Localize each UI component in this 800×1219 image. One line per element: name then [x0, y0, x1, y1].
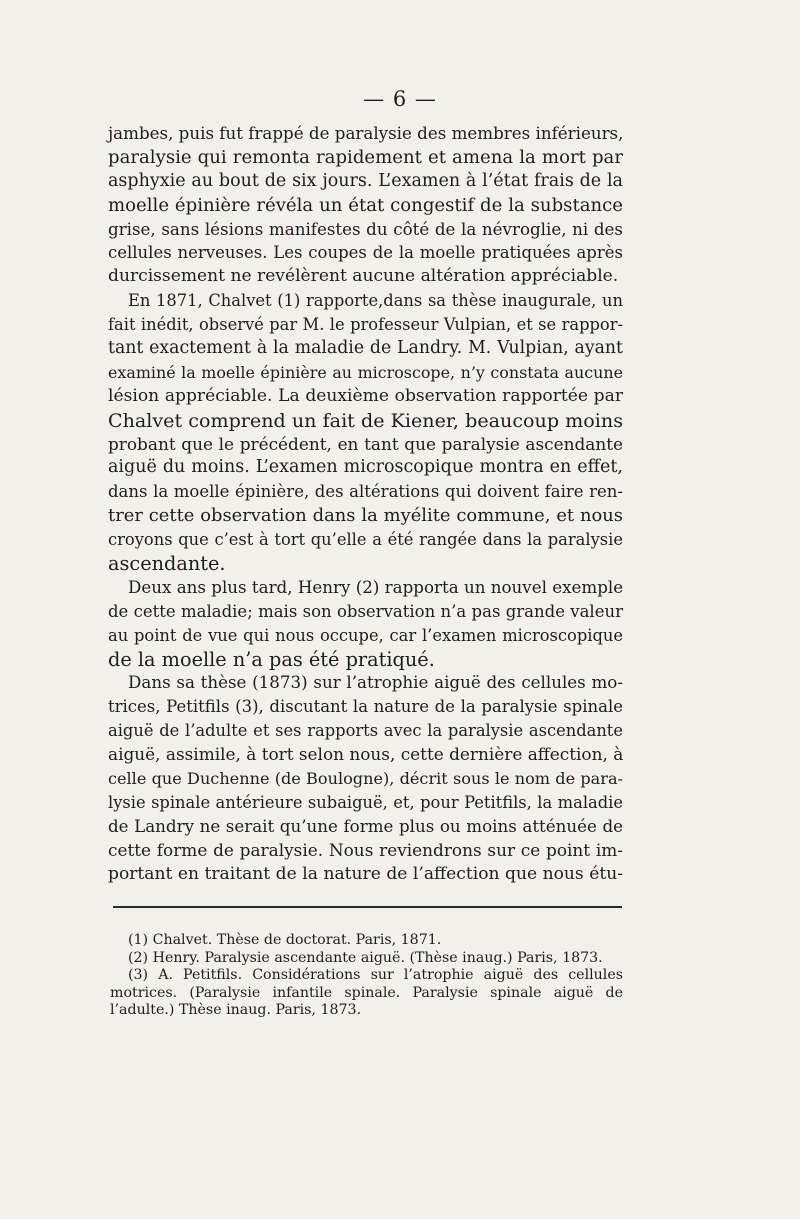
- text-line: aiguë, assimile, à tort selon nous, cette dernière affection, à: [108, 744, 624, 765]
- text-line: durcissement ne revélèrent aucune altération appréciable.: [108, 266, 619, 287]
- text-line: aiguë de l’adulte et ses rapports avec la paralysie ascendante: [108, 721, 623, 741]
- text-line: de Landry ne serait qu’une forme plus ou moins atténuée de: [108, 815, 623, 836]
- text-line: lysie spinale antérieure subaiguë, et, pour Petitfils, la maladie: [108, 792, 623, 812]
- text-line: probant que le précédent, en tant que paralysie ascendante: [108, 433, 623, 454]
- footnote-line: l’adulte.) Thèse inaug. Paris, 1873.: [110, 1002, 362, 1018]
- text-line: croyons que c’est à tort qu’elle a été rangée dans la paralysie: [108, 530, 623, 550]
- text-line: fait inédit, observé par M. le professeur Vulpian, et se rappor-: [108, 315, 623, 335]
- page-number: — 6 —: [363, 87, 437, 111]
- footnote-line: (1) Chalvet. Thèse de doctorat. Paris, 1871.: [128, 932, 442, 948]
- text-line: Dans sa thèse (1873) sur l’atrophie aiguë des cellules mo-: [128, 672, 623, 693]
- text-line: aiguë du moins. L’examen microscopique montra en effet,: [108, 457, 623, 478]
- text-line: Chalvet comprend un fait de Kiener, beaucoup moins: [108, 408, 623, 432]
- text-line: de la moelle n’a pas été pratiqué.: [108, 647, 435, 671]
- text-line: examiné la moelle épinière au microscope, n’y constata aucune: [108, 362, 623, 382]
- text-line: moelle épinière révéla un état congestif de la substance: [108, 194, 623, 216]
- footnote-divider: [113, 906, 622, 908]
- text-line: tant exactement à la maladie de Landry. M. Vulpian, ayant: [108, 338, 623, 359]
- text-line: Deux ans plus tard, Henry (2) rapporta un nouvel exemple: [128, 576, 624, 597]
- text-line: paralysie qui remonta rapidement et amena la mort par: [108, 146, 623, 168]
- text-line: En 1871, Chalvet (1) rapporte,dans sa thèse inaugurale, un: [128, 291, 623, 311]
- text-line: au point de vue qui nous occupe, car l’examen microscopique: [108, 625, 623, 645]
- text-line: grise, sans lésions manifestes du côté de la névroglie, ni des: [108, 218, 623, 239]
- text-line: dans la moelle épinière, des altérations qui doivent faire ren-: [108, 482, 623, 502]
- footnotes: [108, 932, 623, 1020]
- body-text: [108, 122, 623, 887]
- text-line: portant en traitant de la nature de l’affection que nous étu-: [108, 863, 623, 884]
- text-line: trices, Petitfils (3), discutant la nature de la paralysie spinale: [108, 697, 623, 717]
- text-line: trer cette observation dans la myélite commune, et nous: [108, 505, 623, 527]
- text-line: de cette maladie; mais son observation n’a pas grande valeur: [108, 601, 623, 621]
- text-line: ascendante.: [108, 552, 226, 576]
- text-line: celle que Duchenne (de Boulogne), décrit sous le nom de para-: [108, 769, 623, 789]
- text-line: cellules nerveuses. Les coupes de la moelle pratiquées après: [108, 243, 623, 263]
- footnote-line: motrices. (Paralysie infantile spinale. Paralysie spinale aiguë de: [110, 984, 623, 1001]
- text-line: cette forme de paralysie. Nous reviendrons sur ce point im-: [108, 839, 623, 860]
- text-line: lésion appréciable. La deuxième observation rapportée par: [108, 385, 623, 406]
- text-line: asphyxie au bout de six jours. L’examen à l’état frais de la: [108, 170, 623, 191]
- text-line: jambes, puis fut frappé de paralysie des membres inférieurs,: [108, 123, 624, 143]
- footnote-line: (2) Henry. Paralysie ascendante aiguë. (Thèse inaug.) Paris, 1873.: [128, 949, 603, 966]
- footnote-line: (3) A. Petitfils. Considérations sur l’atrophie aiguë des cellules: [128, 967, 623, 983]
